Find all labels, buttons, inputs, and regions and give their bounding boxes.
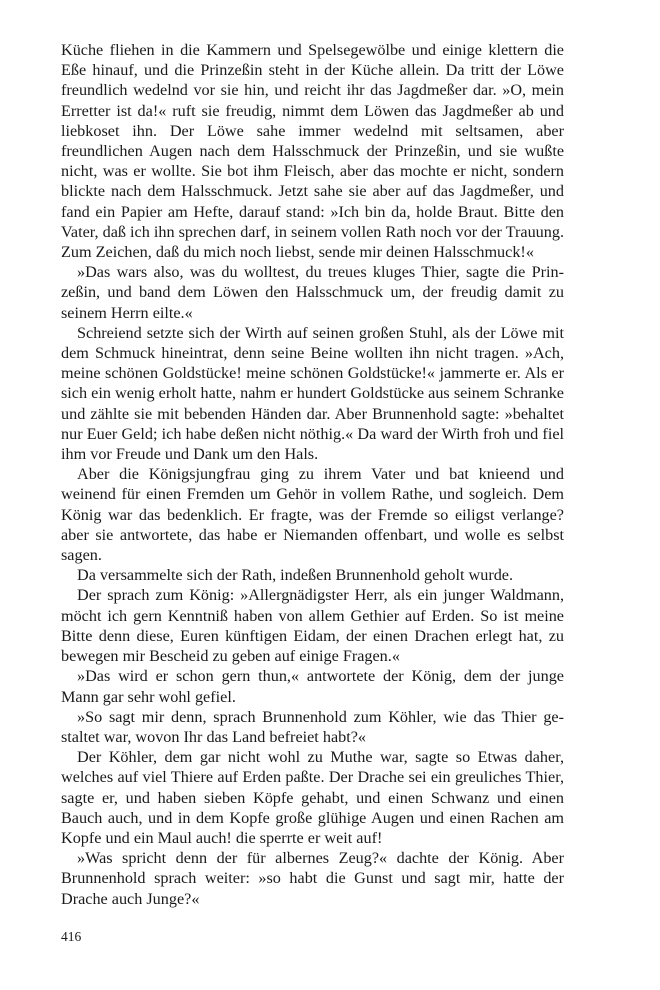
paragraph-5: Da versammelte sich der Rath, indeßen Brunnenhold geholt wurde. <box>77 566 514 585</box>
paragraph-6: Der sprach zum König: »Allergnädigster Herr, als ein junger Waldmann, möcht ich gern Kenntniß haben von allem Gethier auf Erden. So ist meine Bitte denn diese, Euren künftigen Eidam, der einen Drachen erlegt hat, zu bewegen mir Bescheid zu geben auf einige Fragen.« <box>61 586 564 666</box>
paragraph-1: Küche fliehen in die Kammern und Spelsegewölbe und einige klettern die Eße hinauf, und die Prinzeßin steht in der Küche allein. Da tritt der Löwe freundlich wedelnd vor sie hin, und reicht ihr das Jagdmeßer dar. »O, mein Erretter ist da!« ruft sie freudig, nimmt dem Löwen das Jagdmeßer ab und liebkoset ihn. Der Löwe sahe immer wedelnd mit seltsamen, aber freundlichen Augen nach dem Halsschmuck der Prinzeßin, und sie wußte nicht, was er wollte. Sie bot ihm Fleisch, aber das mochte er nicht, sondern blickte nach dem Halsschmuck. Jetzt sahe sie aber auf das Jagdmeßer, und fand ein Papier am Hefte, darauf stand: »Ich bin da, holde Braut. Bitte den Vater, daß ich ihn sprechen darf, in seinem vollen Rath noch vor der Trauung. Zum Zeichen, daß du mich noch liebst, sende mir deinen Halsschmuck!« <box>61 41 564 262</box>
paragraph-4: Aber die Königsjungfrau ging zu ihrem Vater und bat knieend und weinend für einen Fremden um Gehör in vollem Rathe, und sogleich. Dem König war das bedenklich. Er fragte, was der Fremde so eiligst verlange? aber sie antwortete, das habe er Niemanden offenbart, und wolle es selbst sagen. <box>61 465 564 565</box>
page-number: 416 <box>61 929 82 944</box>
paragraph-3: Schreiend setzte sich der Wirth auf seinen großen Stuhl, als der Löwe mit dem Schmuck hineintrat, denn seine Beine wollten ihn nicht tragen. »Ach, meine schönen Goldstücke! meine schönen Goldstücke!« jammerte er. Als er sich ein wenig erholt hatte, nahm er hundert Goldstücke aus seinem Schranke und zählte sie mit bebenden Händen dar. Aber Brunnenhold sagte: »behaltet nur Euer Geld; ich habe deßen nicht nöthig.« Da ward der Wirth froh und fiel ihm vor Freude und Dank um den Hals. <box>61 323 564 464</box>
paragraph-9: Der Köhler, dem gar nicht wohl zu Muthe war, sagte so Etwas daher, welches auf viel Thiere auf Erden paßte. Der Drache sei ein greuliches Thier, sagte er, und haben sieben Köpfe gehabt, und einen Schwanz und einen Bauch auch, und in dem Kopfe große glühige Augen und einen Rachen am Kopfe und ein Maul auch! die sperrte er weit auf! <box>61 748 564 847</box>
paragraph-2: »Das wars also, was du wolltest, du treues kluges Thier, sagte die Prinzeßin, und band dem Löwen den Halsschmuck um, der freudig damit zu seinem Herrn eilte.« <box>61 263 564 322</box>
page-body <box>61 40 564 909</box>
paragraph-8: »So sagt mir denn, sprach Brunnenhold zum Köhler, wie das Thier gestaltet war, wovon Ihr das Land befreiet habt?« <box>61 707 564 746</box>
paragraph-10: »Was spricht denn der für albernes Zeug?« dachte der König. Aber Brunnenhold sprach weiter: »so habt die Gunst und sagt mir, hatte der Drache auch Junge?« <box>61 849 564 908</box>
paragraph-7: »Das wird er schon gern thun,« antwortete der König, dem der junge Mann gar sehr wohl gefiel. <box>61 667 564 706</box>
